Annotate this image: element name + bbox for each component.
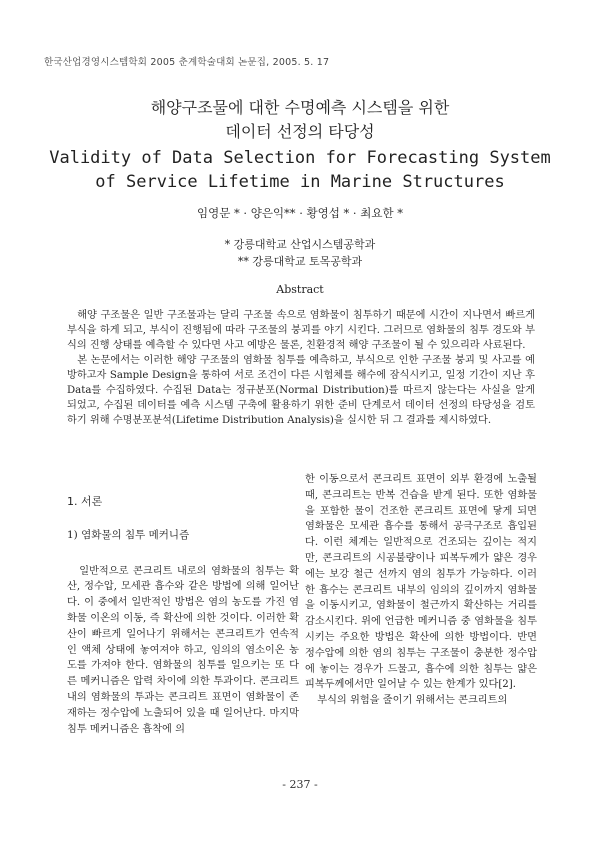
abstract-heading: Abstract <box>276 283 324 296</box>
title-english-line-2: of Service Lifetime in Marine Structures <box>95 172 505 192</box>
title-korean-line-2: 데이터 선정의 타당성 <box>225 122 375 141</box>
title-english <box>0 146 600 194</box>
author-list: 임영문 * · 양은익** · 황영섭 * · 최요한 * <box>197 206 403 220</box>
subsection-heading: 1) 염화물의 침투 메커니즘 <box>67 528 190 541</box>
running-header: 한국산업경영시스템학회 2005 춘계학술대회 논문집, 2005. 5. 17 <box>44 57 330 68</box>
title-korean <box>0 96 600 144</box>
abstract-paragraph: 해양 구조물은 일반 구조물과는 달리 구조물 속으로 염화물이 침투하기 때문에 시간이 지나면서 빠르게 부식을 하게 되고, 부식이 진행됨에 따라 구조물의 붕괴를 야기 시킨다. 그러므로 염화물의 침투 경도와 부식의 진행 상태를 예측할 수 있다면 사고 예방은 물론, 친환경적 해양 구조물이 될 수 있으리라 사료된다. <box>67 310 535 351</box>
page-number: - 237 - <box>282 778 318 791</box>
affiliation-1: * 강릉대학교 산업시스템공학과 <box>224 238 376 251</box>
section-heading: 1. 서론 <box>67 495 103 508</box>
affiliation-2: ** 강릉대학교 토목공학과 <box>237 255 363 268</box>
right-column <box>305 472 537 709</box>
abstract-paragraph: 본 논문에서는 이러한 해양 구조물의 염화물 침투를 예측하고, 부식으로 인한 구조물 붕괴 및 사고를 예방하고자 Sample Design을 통하여 서로 조건이 다른 시험체를 해수에 잠식시키고, 일정 기간이 지난 후 Data를 수집하였다. 수집된 Data는 정규분포(Normal Distribution)를 따르지 않는다는 사실을 알게 되었고, 수집된 데이터를 예측 시스템 구축에 활용하기 위한 준비 단계로서 데이터 선정의 타당성을 검토하기 위해 수명분포분석(Lifetime Distribution Analysis)을 실시한 뒤 그 결과를 제시하였다. <box>67 355 535 426</box>
body-paragraph: 한 이동으로서 콘크리트 표면이 외부 환경에 노출될 때, 콘크리트는 반복 건습을 받게 된다. 또한 염화물을 포함한 물이 건조한 콘크리트 표면에 닿게 되면 염화물은 모세관 흡수를 통해서 공극구조로 흡입된다. 이런 체계는 일반적으로 건조되는 깊이는 적지만, 콘크리트의 시공불량이나 피복두께가 얇은 경우에는 보강 철근 선까지 염의 침투가 가능하다. 이러한 흡수는 콘크리트 내부의 임의의 깊이까지 염화물을 이동시키고, 염화물이 철근까지 확산하는 거리를 감소시킨다. 위에 언급한 메커니즘 중 염화물을 침투시키는 주요한 방법은 확산에 의한 방법이다. 반면 정수압에 의한 염의 침투는 구조물이 충분한 정수압에 놓이는 경우가 드물고, 흡수에 의한 침투는 얇은 피복두께에서만 일어날 수 있는 한계가 있다[2]. <box>305 474 537 691</box>
body-paragraph: 일반적으로 콘크리트 내로의 염화물의 침투는 확산, 정수압, 모세관 흡수와 같은 방법에 의해 일어난다. 이 중에서 일반적인 방법은 염의 농도를 가진 염화물 이온의 이동, 즉 확산에 의한 것이다. 이러한 확산이 빠르게 일어나기 위해서는 콘크리트가 연속적인 액체 상태에 놓여져야 하고, 임의의 염소이온 농도를 가져야 한다. 염화물의 침투를 일으키는 또 다른 메커니즘은 압력 차이에 의한 투과이다. 콘크리트내의 염화물의 투과는 콘크리트 표면이 염화물이 존재하는 정수압에 노출되어 있을 때 일어난다. 마지막 침투 메커니즘은 흡착에 의 <box>67 565 299 735</box>
title-english-line-1: Validity of Data Selection for Forecasting System <box>49 148 551 168</box>
left-column <box>67 472 299 737</box>
title-korean-line-1: 해양구조물에 대한 수명예측 시스템을 위한 <box>150 98 450 117</box>
abstract-body <box>67 308 535 428</box>
body-paragraph: 부식의 위험을 줄이기 위해서는 콘크리트의 <box>317 695 508 707</box>
